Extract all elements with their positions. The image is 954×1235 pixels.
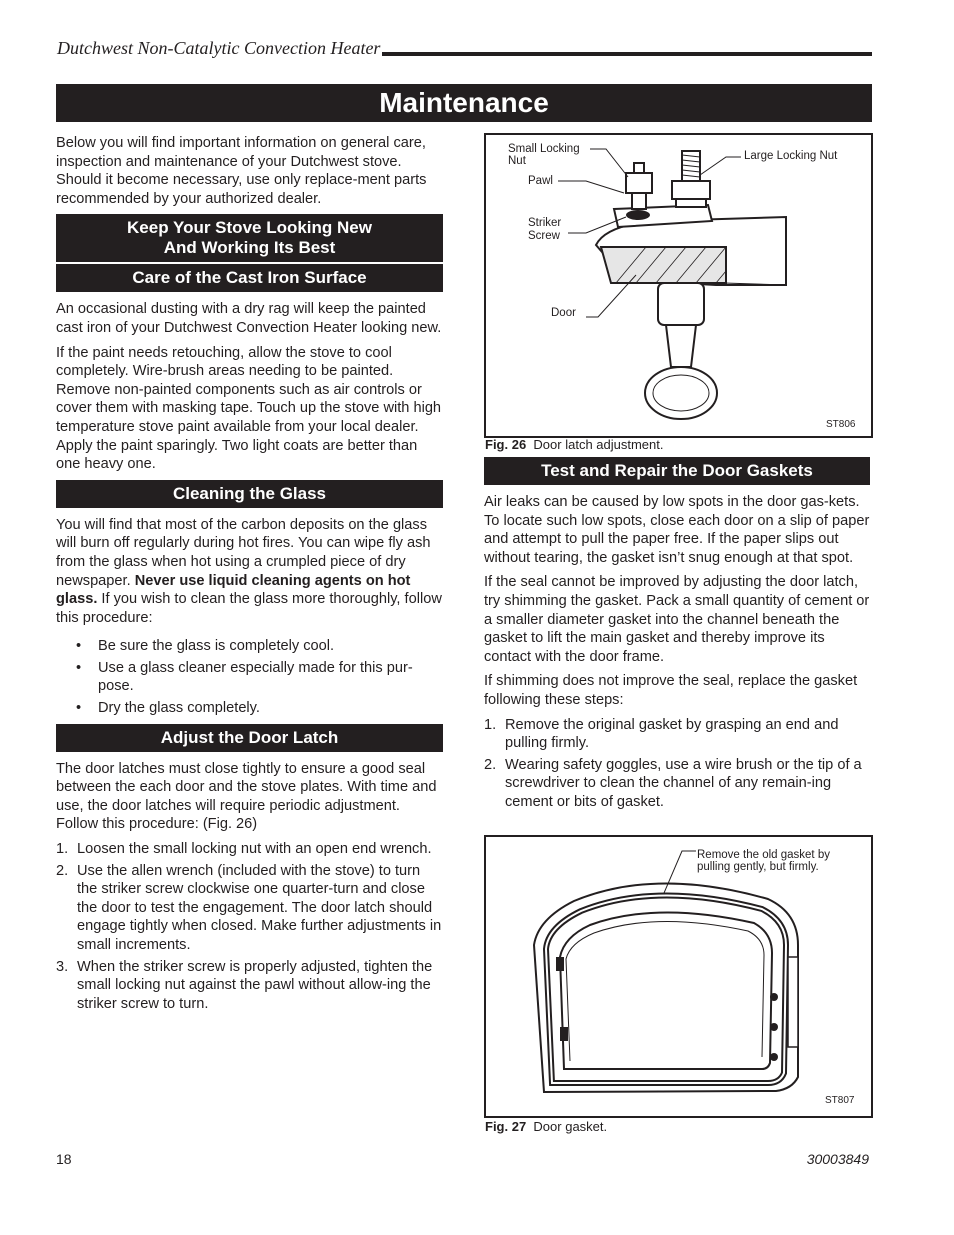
bullet-icon: • [76, 638, 82, 655]
gasket-steps [484, 716, 870, 812]
door-latch-illustration [486, 135, 871, 436]
gaskets-paragraph-1: Air leaks can be caused by low spots in the door gas-kets. To locate such low spots, close each door on a slip of paper and attempt to pull the paper free. If the paper slips out without tearing, the gasket isn’t snug enough at that spot. [484, 494, 870, 566]
glass-warning: Never use liquid cleaning agents on hot glass. [56, 572, 411, 608]
figure-27-door-gasket [484, 835, 873, 1118]
door-latch-heading: Adjust the Door Latch [56, 724, 443, 752]
label-striker-screw-1: Striker [528, 217, 562, 229]
step-text: Remove the original gasket by grasping an end and pulling firmly. [505, 716, 839, 752]
glass-paragraph [56, 516, 443, 628]
list-item [56, 862, 443, 955]
keep-new-heading [56, 214, 443, 262]
glass-heading: Cleaning the Glass [56, 480, 443, 508]
caption-text: Door latch adjustment. [533, 437, 664, 452]
label-pawl: Pawl [528, 175, 553, 187]
header-rule [382, 52, 872, 56]
step-number: 2. [484, 756, 497, 773]
glass-text-b: If you wish to clean the glass more thoroughly, follow this procedure: [56, 591, 442, 626]
cast-iron-paragraph-2: If the paint needs retouching, allow the stove to cool completely. Wire-brush areas needing to be painted. Remove non-painted components such as air controls or cover them with masking tape. Touch up the stove with high temperature stove paint available from your local dealer. Apply the paint sparingly. Two light coats are better than one heavy one. [56, 344, 442, 473]
door-latch-steps [56, 840, 443, 1013]
list-item-text: Be sure the glass is completely cool. [98, 638, 335, 655]
list-item [484, 716, 870, 753]
list-item-text: Use a glass cleaner especially made for this pur-pose. [98, 659, 413, 695]
label-small-locking-nut-2: Nut [508, 155, 526, 167]
step-text: Wearing safety goggles, use a wire brush or the tip of a screwdriver to clean the channel of any remain-ing cement or bits of gasket. [505, 756, 862, 810]
intro-paragraph: Below you will find important information on general care, inspection and maintenance of your Dutchwest stove. Should it become necessary, use only replace-ment parts recommended by your authorized dealer. [56, 135, 427, 207]
label-door: Door [551, 307, 576, 319]
figure-27-caption [485, 1119, 607, 1134]
running-header: Dutchwest Non-Catalytic Convection Heater [57, 38, 381, 58]
label-large-locking-nut: Large Locking Nut [744, 150, 838, 162]
step-text: Use the allen wrench (included with the stove) to turn the striker screw clockwise one quarter-turn and close the door to test the engagement. The door latch should engage tightly when closed. Make further adjustments in small increments. [77, 862, 442, 953]
page-number: 18 [56, 1151, 72, 1167]
page-title: Maintenance [56, 84, 872, 122]
gaskets-heading: Test and Repair the Door Gaskets [484, 457, 870, 485]
step-number: 2. [56, 862, 69, 879]
gaskets-paragraph-2: If the seal cannot be improved by adjusting the door latch, try shimming the gasket. Pack a small quantity of cement or a smaller diameter gasket into the channel beneath the gasket to lift the main gasket and thereby improve its contact with the door frame. [484, 574, 870, 665]
label-striker-screw-2: Screw [528, 230, 560, 242]
label-remove-gasket-1: Remove the old gasket by [697, 849, 830, 861]
gaskets-paragraph-3: If shimming does not improve the seal, replace the gasket following these steps: [484, 673, 858, 708]
caption-number: Fig. 27 [485, 1119, 527, 1134]
bullet-icon: • [76, 700, 82, 717]
list-item [56, 840, 443, 859]
keep-new-heading-line1: Keep Your Stove Looking New [127, 218, 372, 238]
glass-text-a: You will find that most of the carbon deposits on the glass will burn off regularly during hot fires. You can wipe fly ash from the glass when hot using a crumpled piece of dry newspaper. [56, 516, 431, 589]
list-item [56, 699, 443, 718]
list-item-text: Dry the glass completely. [98, 700, 260, 717]
list-item [56, 659, 443, 696]
cast-iron-heading: Care of the Cast Iron Surface [56, 264, 443, 292]
figure-26-caption [485, 437, 664, 452]
left-column [56, 134, 443, 1019]
list-item [484, 756, 870, 812]
caption-number: Fig. 26 [485, 437, 527, 452]
list-item [56, 958, 443, 1014]
label-small-locking-nut-1: Small Locking [508, 143, 580, 155]
step-number: 1. [56, 841, 69, 858]
step-text: Loosen the small locking nut with an open end wrench. [77, 841, 432, 858]
figure-code: ST806 [826, 419, 856, 430]
step-number: 1. [484, 716, 497, 733]
cast-iron-paragraph-1: An occasional dusting with a dry rag will keep the painted cast iron of your Dutchwest Convection Heater looking new. [56, 301, 442, 336]
glass-bullet-list [56, 637, 443, 717]
bullet-icon: • [76, 659, 82, 676]
right-column [484, 457, 870, 818]
caption-text: Door gasket. [533, 1119, 608, 1134]
keep-new-heading-line2: And Working Its Best [163, 238, 336, 258]
document-number: 30003849 [806, 1151, 869, 1167]
list-item [56, 637, 443, 656]
figure-code: ST807 [825, 1095, 855, 1106]
step-number: 3. [56, 958, 69, 975]
figure-26-door-latch [484, 133, 873, 438]
door-gasket-illustration [486, 837, 871, 1116]
door-latch-paragraph: The door latches must close tightly to ensure a good seal between the each door and the stove plates. With time and use, the door latches will require periodic adjustment. Follow this procedure: (Fig. 26) [56, 760, 437, 833]
step-text: When the striker screw is properly adjusted, tighten the small locking nut against the pawl without allow-ing the striker screw to turn. [77, 958, 433, 1012]
label-remove-gasket-2: pulling gently, but firmly. [697, 861, 819, 873]
